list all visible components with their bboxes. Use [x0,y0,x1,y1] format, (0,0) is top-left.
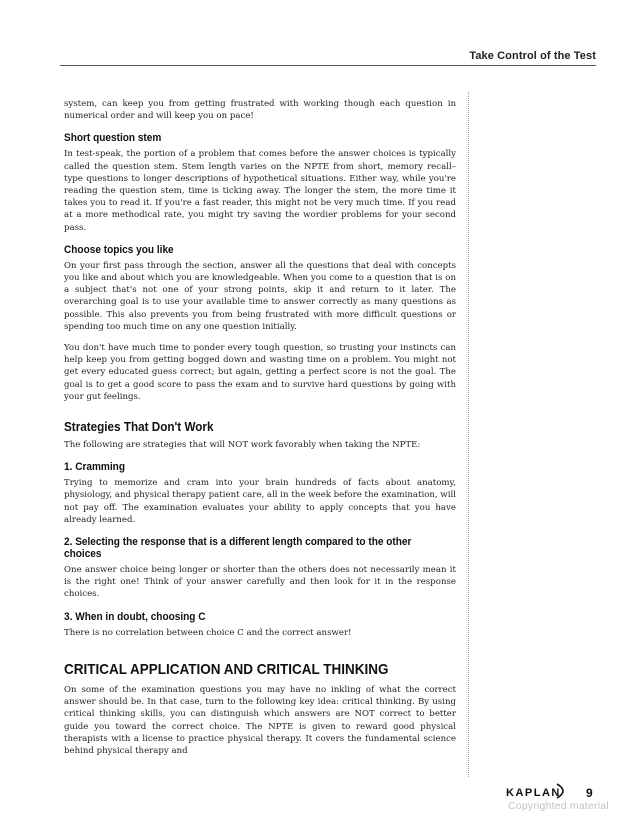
header-rule [60,65,596,66]
intro-paragraph: system, can keep you from getting frustrated with working though each question in numerical order and will keep you on pace! [64,99,456,122]
margin-dotted-rule [468,92,469,777]
choosing-c-heading: 3. When in doubt, choosing C [64,610,206,623]
different-length-heading: 2. Selecting the response that is a different length compared to the other choices [64,536,412,561]
choosing-c-paragraph: There is no correlation between choice C and the correct answer! [64,627,352,638]
critical-application-paragraph: On some of the examination questions you may have no inkling of what the correct answer should be. In that case, turn to the following key idea: critical thinking. By using critical thinking skills, you can distinguish which answers are NOT correct to better guide you toward the correct choice. The NPTE is given to reward good physical therapists with a license to practice physical therapy. It covers the fundamental science behind physical therapy and [64,684,456,756]
critical-application-heading: CRITICAL APPLICATION AND CRITICAL THINKING [64,660,389,678]
cramming-paragraph: Trying to memorize and cram into your brain hundreds of facts about anatomy, physiology, and physical therapy patient care, all in the week before the examination, will not pay off. The examination evaluates your ability to apply concepts that you have already learned. [64,478,456,525]
short-question-stem-heading: Short question stem [64,132,162,145]
strategies-heading: Strategies That Don't Work [64,419,214,435]
page-body [64,98,456,766]
strategies-intro: The following are strategies that will NOT work favorably when taking the NPTE: [64,440,421,451]
cramming-heading: 1. Cramming [64,461,125,474]
running-head: Take Control of the Test [469,50,596,62]
copyright-watermark: Copyrighted material [508,800,609,812]
choose-topics-paragraph-2: You don't have much time to ponder every tough question, so trusting your instincts can help keep you from getting bogged down and wasting time on a problem. You might not get every educated guess correct; but again, getting a perfect score is not the goal. The goal is to get a good score to pass the exam and to survive hard questions by going with your gut feelings. [64,343,456,402]
page-number: 9 [586,786,593,800]
short-question-stem-paragraph: In test-speak, the portion of a problem that comes before the answer choices is typically called the question stem. Stem length varies on the NPTE from short, memory recall–type questions to longer descriptions of hypothetical situations. Either way, while you're reading the question stem, time is ticking away. The longer the stem, the more time it takes you to read it. If you're a fast reader, this might not be very much time. If you read at a more methodical rate, you might try saving the wordier problems for your second pass. [64,149,456,233]
logo-swoosh-icon [555,782,571,800]
kaplan-logo: KAPLAN [506,787,561,799]
choose-topics-paragraph-1: On your first pass through the section, answer all the questions that deal with concepts you like and about which you are knowledgeable. When you come to a question that is on a subject that's not one of your strong points, skip it and return to it later. The overarching goal is to use your available time to answer correctly as many questions as possible. This also prevents you from being frustrated with more difficult questions or spending too much time on any one question initially. [64,260,456,332]
choose-topics-heading: Choose topics you like [64,243,174,256]
different-length-paragraph: One answer choice being longer or shorter than the others does not necessarily mean it is the right one! Think of your answer carefully and then look for it in the response choices. [64,565,456,600]
